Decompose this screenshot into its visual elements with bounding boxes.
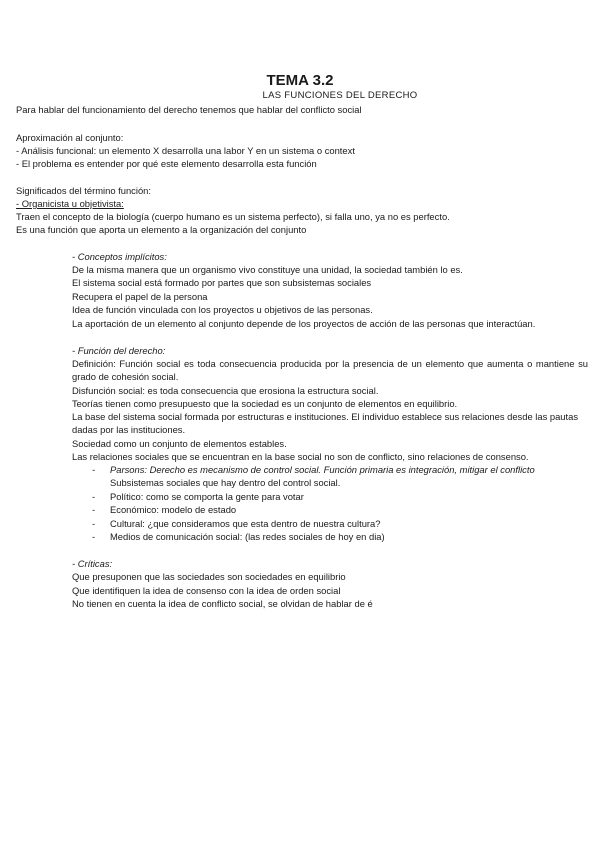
funcion-bullet-list — [72, 463, 588, 543]
significados-line: Es una función que aporta un elemento a la organización del conjunto — [16, 224, 307, 235]
conceptos-heading: - Conceptos implícitos: — [72, 251, 167, 262]
subsistema-item: - Cultural: ¿que consideramos que esta dentro de nuestra cultura? — [72, 517, 588, 530]
page-subtitle: LAS FUNCIONES DEL DERECHO — [262, 90, 418, 101]
subsistema-item: - Político: como se comporta la gente para votar — [72, 490, 588, 503]
organicista-heading: - Organicista u objetivista: — [16, 198, 124, 209]
criticas-line: No tienen en cuenta la idea de conflicto social, se olvidan de hablar de é — [72, 598, 373, 609]
funcion-base: La base del sistema social formada por estructuras e instituciones. El individuo establece sus relaciones desde las pautas dadas por las instituciones. — [72, 411, 579, 436]
criticas-line: Que presuponen que las sociedades son sociedades en equilibrio — [72, 571, 346, 582]
significados-line: Traen el concepto de la biología (cuerpo humano es un sistema perfecto), si falla uno, ya no es perfecto. — [16, 211, 450, 222]
funcion-line: Disfunción social: es toda consecuencia que erosiona la estructura social. — [72, 385, 379, 396]
conceptos-line: El sistema social está formado por partes que son subsistemas sociales — [72, 277, 372, 288]
conceptos-line: De la misma manera que un organismo vivo constituye una unidad, la sociedad también lo es. — [72, 264, 463, 275]
page-title: TEMA 3.2 — [266, 72, 334, 89]
parsons-continuation: Subsistemas sociales que hay dentro del control social. — [110, 477, 341, 489]
funcion-line: Las relaciones sociales que se encuentran en la base social no son de conflicto, sino relaciones de consenso. — [72, 451, 529, 462]
conceptos-line: La aportación de un elemento al conjunto depende de los proyectos de acción de las personas que interactúan. — [72, 318, 536, 329]
aproximacion-item: - El problema es entender por qué este elemento desarrolla esta función — [16, 158, 317, 169]
subsistema-item: - Medios de comunicación social: (las redes sociales de hoy en dia) — [72, 530, 588, 543]
conceptos-line: Idea de función vinculada con los proyectos u objetivos de las personas. — [72, 304, 373, 315]
intro-text: Para hablar del funcionamiento del derecho tenemos que hablar del conflicto social — [16, 104, 362, 115]
funcion-line: Sociedad como un conjunto de elementos estables. — [72, 438, 287, 449]
aproximacion-heading: Aproximación al conjunto: — [16, 132, 124, 143]
parsons-item: - Parsons: Derecho es mecanismo de control social. Función primaria es integración, mitigar el conflicto — [72, 463, 588, 476]
significados-heading: Significados del término función: — [16, 185, 151, 196]
funcion-definicion: Definición: Función social es toda consecuencia producida por la presencia de un elemento que aumenta o mantiene su grado de cohesión social. — [72, 358, 588, 383]
subsistema-item: - Económico: modelo de estado — [72, 503, 588, 516]
criticas-heading: - Críticas: — [72, 558, 113, 569]
funcion-line: Teorías tienen como presupuesto que la sociedad es un conjunto de elementos en equilibrio. — [72, 398, 458, 409]
criticas-line: Que identifiquen la idea de consenso con la idea de orden social — [72, 585, 341, 596]
funcion-heading: - Función del derecho: — [72, 345, 166, 356]
conceptos-line: Recupera el papel de la persona — [72, 291, 208, 302]
aproximacion-item: - Análisis funcional: un elemento X desarrolla una labor Y en un sistema o context — [16, 145, 355, 156]
